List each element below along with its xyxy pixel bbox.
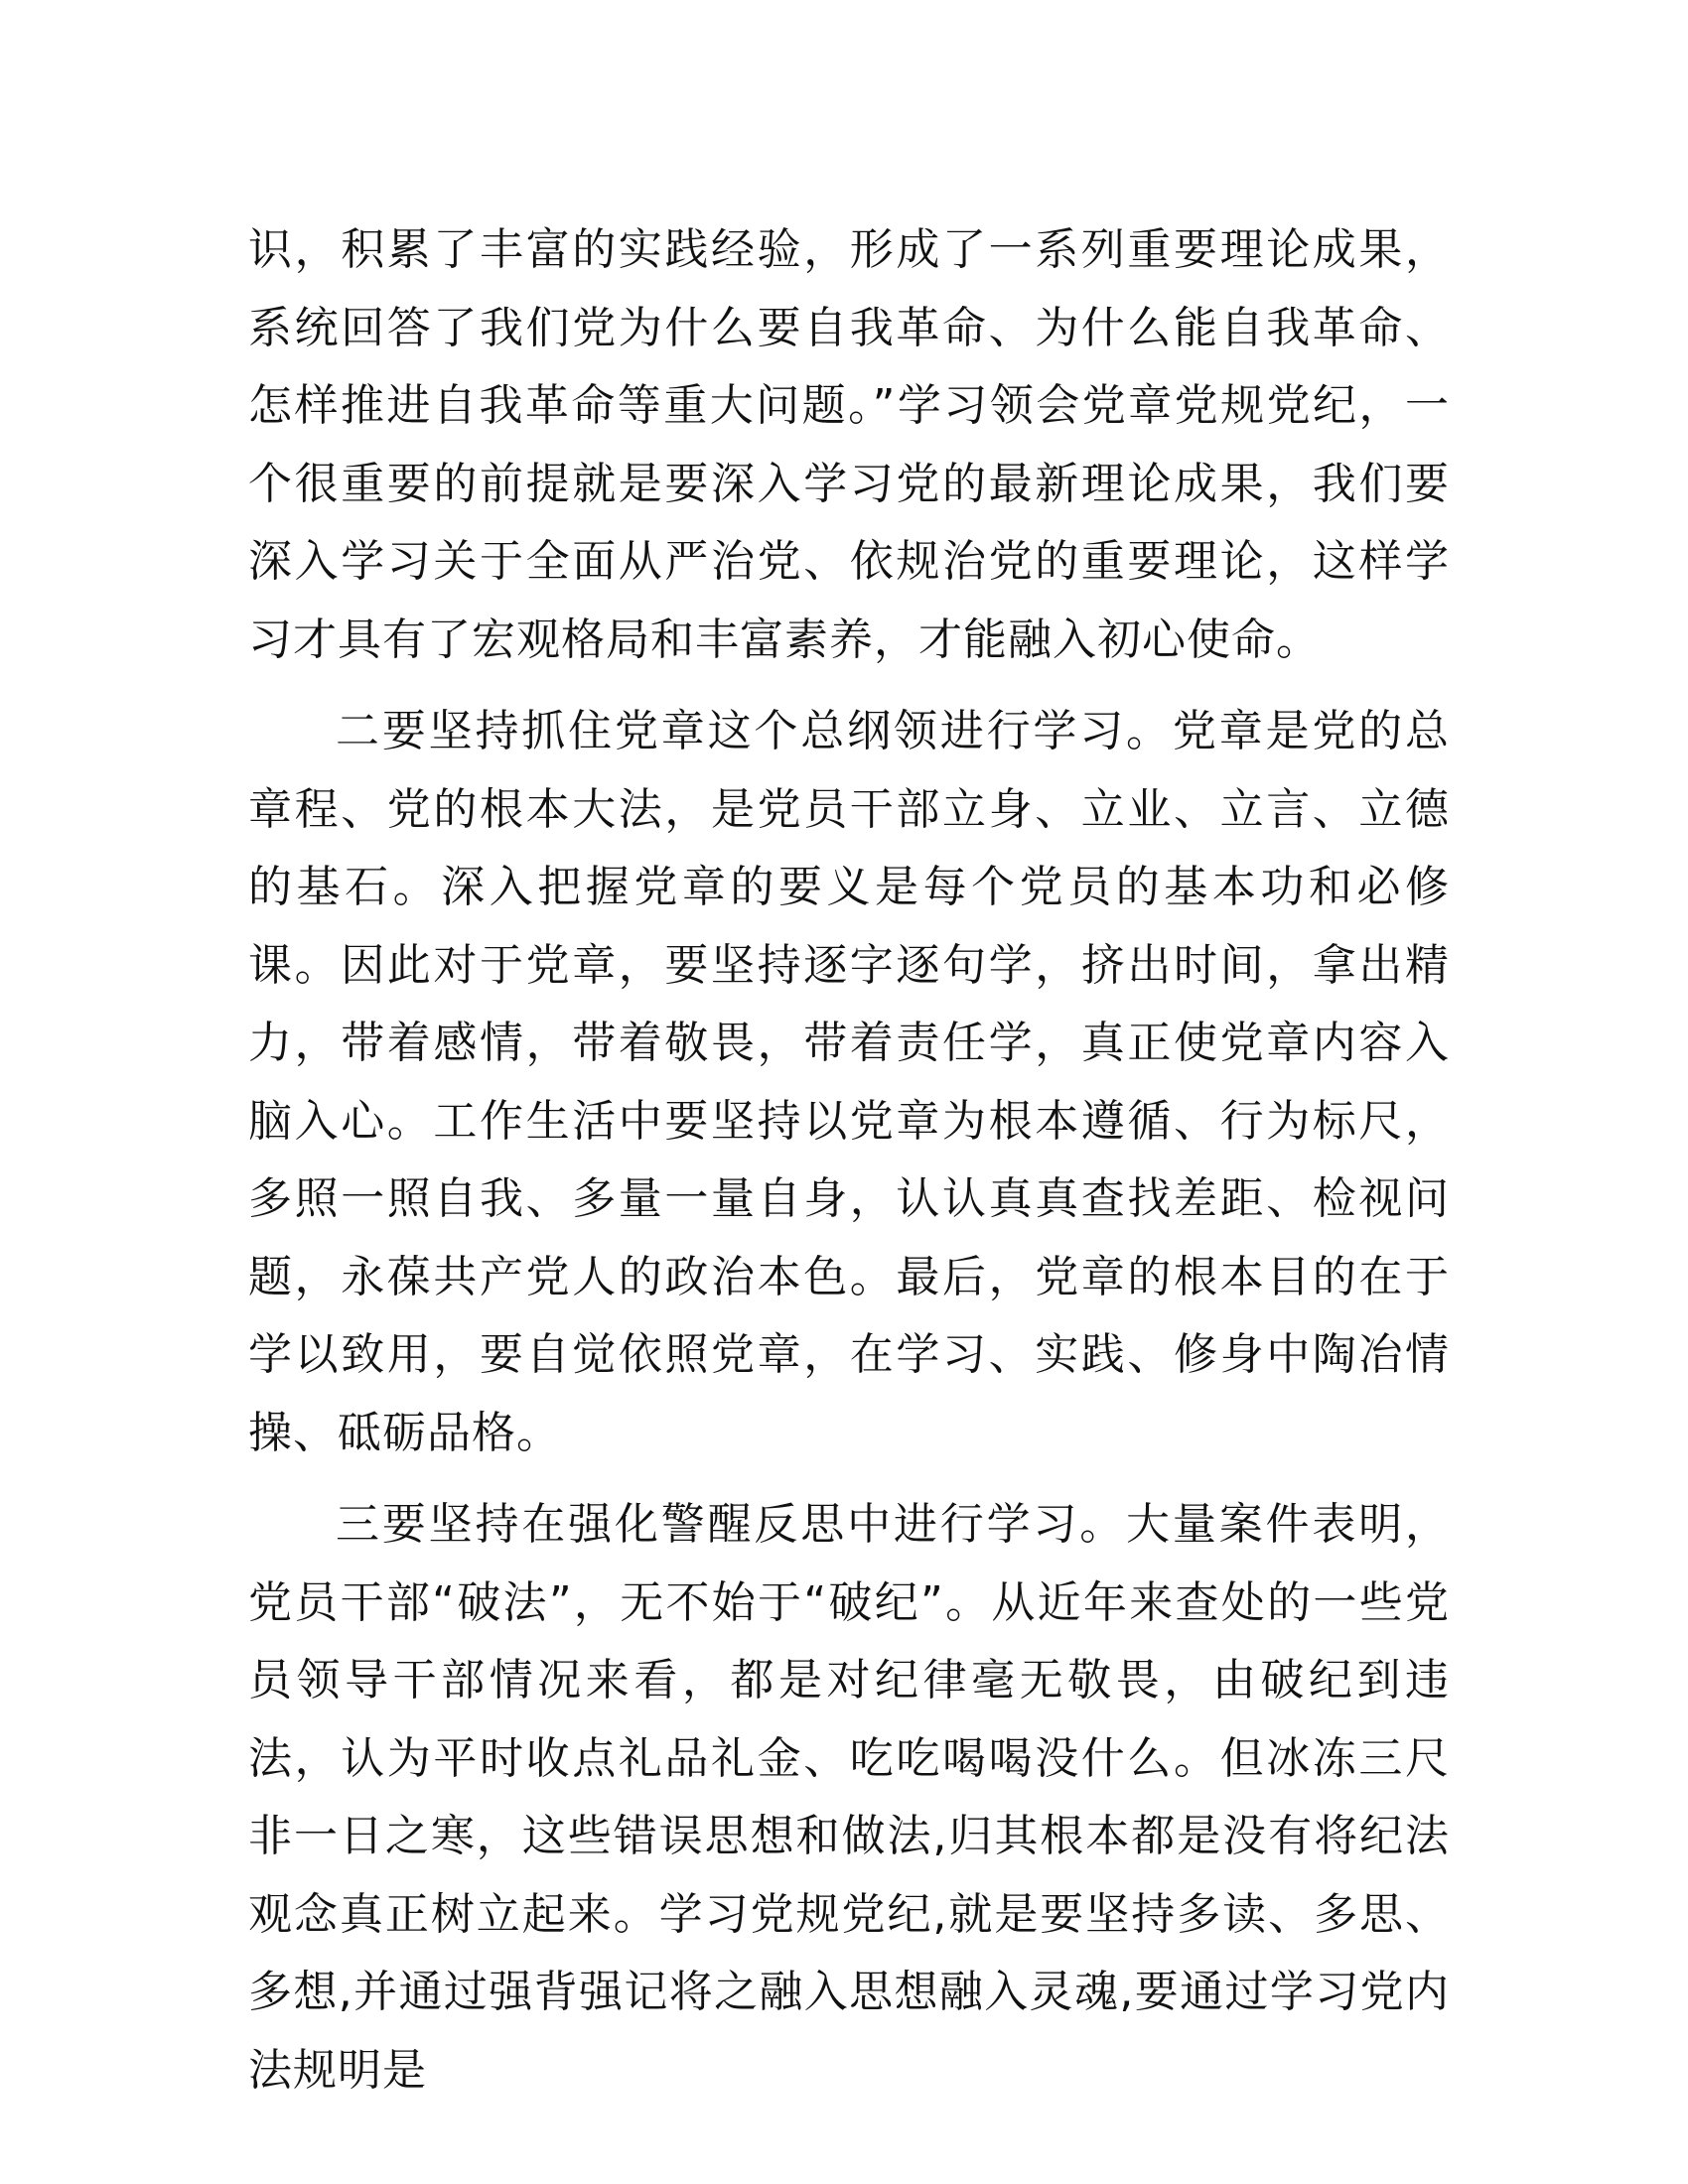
paragraph-continued: 识，积累了丰富的实践经验，形成了一系列重要理论成果，系统回答了我们党为什么要自我革命、为什么能自我革命、怎样推进自我革命等重大问题。”学习领会党章党规党纪，一个很重要的前提就是要深入学习党的最新理论成果，我们要深入学习关于全面从严治党、依规治党的重要理论，这样学习才具有了宏观格局和丰富素养，才能融入初心使命。	[248, 224, 1450, 665]
paragraph-party-constitution: 二要坚持抓住党章这个总纲领进行学习。党章是党的总章程、党的根本大法，是党员干部立身、立业、立言、立德的基石。深入把握党章的要义是每个党员的基本功和必修课。因此对于党章，要坚持逐字逐句学，挤出时间，拿出精力，带着感情，带着敬畏，带着责任学，真正使党章内容入脑入心。工作生活中要坚持以党章为根本遵循、行为标尺，多照一照自我、多量一量自身，认认真真查找差距、检视问题，永葆共产党人的政治本色。最后，党章的根本目的在于学以致用，要自觉依照党章，在学习、实践、修身中陶冶情操、砥砺品格。	[248, 706, 1450, 1458]
paragraph-vigilance-reflection: 三要坚持在强化警醒反思中进行学习。大量案件表明，党员干部“破法”，无不始于“破纪”。从近年来查处的一些党员领导干部情况来看，都是对纪律毫无敬畏，由破纪到违法，认为平时收点礼品礼金、吃吃喝喝没什么。但冰冻三尺非一日之寒，这些错误思想和做法,归其根本都是没有将纪法观念真正树立起来。学习党规党纪,就是要坚持多读、多思、多想,并通过强背强记将之融入思想融入灵魂,要通过学习党内法规明是	[248, 1499, 1450, 2096]
document-body	[248, 211, 1450, 2123]
